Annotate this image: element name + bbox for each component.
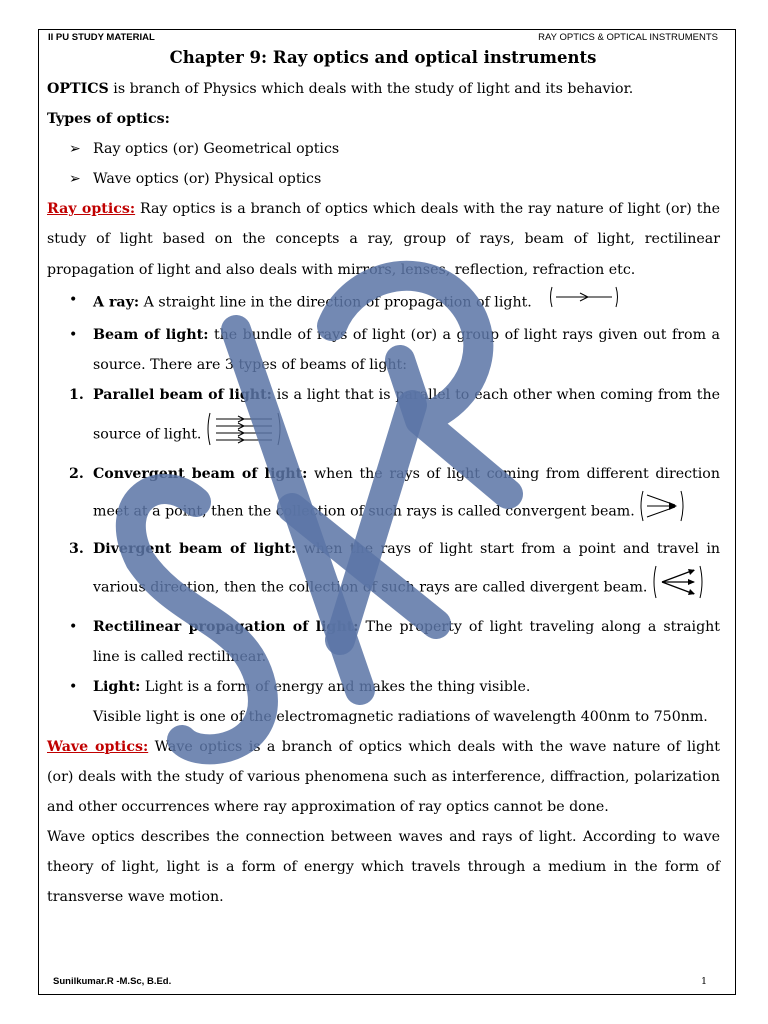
header-right: RAY OPTICS & OPTICAL INSTRUMENTS xyxy=(538,32,718,43)
bullet-icon: • xyxy=(69,618,78,635)
chapter-title: Chapter 9: Ray optics and optical instruments xyxy=(169,48,597,67)
ray-optics-paragraph: Ray optics: Ray optics is a branch of optics which deals with the ray nature of light (or) the study of light based on the concepts a ray, group of rays, beam of light, rectilinear propagation of light and also deals with mirrors, lenses, reflection, refraction etc. xyxy=(47,201,720,278)
list-item: 3. Divergent beam of light: when the rays of light start from a point and travel in various direction, then the collection of such rays are called divergent beam. xyxy=(47,534,720,611)
convergent-beam-icon xyxy=(639,489,685,534)
header-left: II PU STUDY MATERIAL xyxy=(48,32,155,43)
arrow-bullet-icon: ➢ xyxy=(69,171,81,188)
arrow-bullet-icon: ➢ xyxy=(69,141,81,158)
list-item: 2. Convergent beam of light: when the rays of light coming from different direction meet at a point, then the collection of such rays is called convergent beam. xyxy=(47,459,720,534)
list-item: 1. Parallel beam of light: is a light that is parallel to each other when coming from the source of light. xyxy=(47,380,720,459)
wave-optics-paragraph: Wave optics: Wave optics is a branch of optics which deals with the wave nature of light (or) deals with the study of various phenomena such as interference, diffraction, polarization and other occurrences where ray approximation of ray optics cannot be done. xyxy=(47,738,720,816)
bullet-icon: • xyxy=(69,326,78,343)
visible-light-paragraph: Visible light is one of the electromagnetic radiations of wavelength 400nm to 750nm. xyxy=(93,708,708,725)
list-item: • Rectilinear propagation of light: The property of light traveling along a straight line is called rectilinear. xyxy=(47,612,720,672)
ray-optics-label: Ray optics: xyxy=(47,201,136,218)
wave-theory-paragraph: Wave optics describes the connection between waves and rays of light. According to wave theory of light, light is a form of energy which travels through a medium in the form of transverse wave motion. xyxy=(47,829,720,906)
wave-optics-label: Wave optics: xyxy=(47,738,149,755)
list-item: • A ray: A straight line in the direction of propagation of light. xyxy=(47,285,720,320)
types-heading: Types of optics: xyxy=(47,111,170,128)
document-body xyxy=(47,74,720,912)
bullet-icon: • xyxy=(69,678,78,695)
footer-author: Sunilkumar.R -M.Sc, B.Ed. xyxy=(53,976,172,987)
page-footer xyxy=(53,976,713,990)
list-item: ➢ Ray optics (or) Geometrical optics xyxy=(47,134,720,164)
page-number: 1 xyxy=(700,976,707,987)
list-item: • Light: Light is a form of energy and makes the thing visible. xyxy=(47,672,720,702)
divergent-beam-icon xyxy=(652,564,704,611)
bullet-icon: • xyxy=(69,291,78,308)
list-item: ➢ Wave optics (or) Physical optics xyxy=(47,164,720,194)
intro-text: is branch of Physics which deals with the study of light and its behavior. xyxy=(108,81,634,97)
parallel-beam-icon xyxy=(206,410,282,459)
page-header xyxy=(48,32,718,44)
list-item: • Beam of light: the bundle of rays of light (or) a group of light rays given out from a source. There are 3 types of beams of light: xyxy=(47,320,720,380)
intro-term: OPTICS xyxy=(47,81,109,97)
intro-paragraph xyxy=(47,74,720,104)
ray-arrow-icon xyxy=(548,285,620,320)
